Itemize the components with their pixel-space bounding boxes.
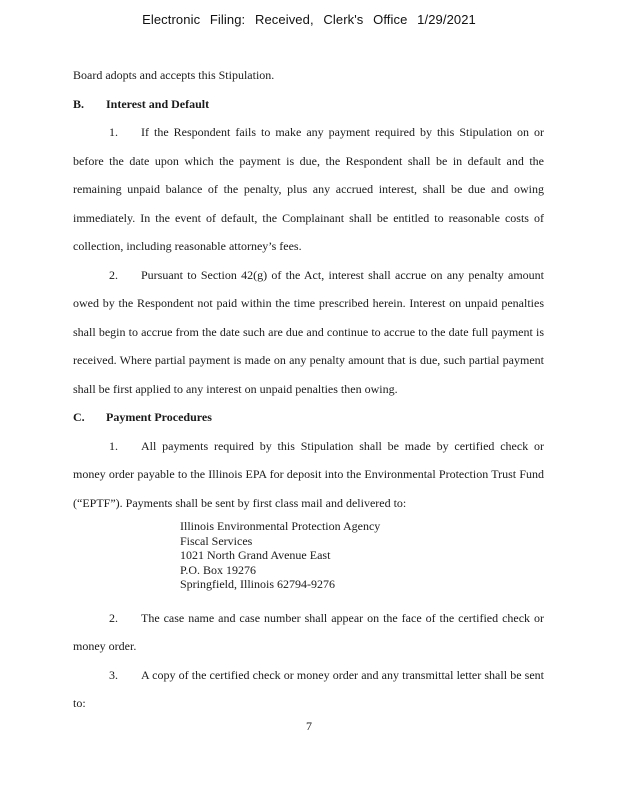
paragraph-b2 — [73, 261, 544, 404]
paragraph-text: The case name and case number shall appear on the face of the certified check or money order. — [73, 610, 544, 653]
paragraph-number: 2. — [109, 610, 118, 625]
address-line: Fiscal Services — [180, 533, 253, 548]
section-title: Interest and Default — [106, 96, 210, 111]
paragraph-c3 — [73, 661, 544, 718]
address-line: P.O. Box 19276 — [180, 562, 257, 577]
page-number: 7 — [306, 719, 312, 733]
paragraph-c1 — [73, 432, 544, 518]
paragraph-text: Pursuant to Section 42(g) of the Act, interest shall accrue on any penalty amount owed by the Respondent not paid within the time prescribed herein. Interest on unpaid penalties shall begin to accrue from the date such are due and continue to accrue to the date full payment is received. Where partial payment is made on any penalty amount that is due, such partial payment shall be first applied to any interest on unpaid penalties then owing. — [73, 267, 544, 396]
paragraph-text: If the Respondent fails to make any payment required by this Stipulation on or before the date upon which the payment is due, the Respondent shall be in default and the remaining unpaid balance of the penalty, plus any accrued interest, shall be due and owing immediately. In the event of default, the Complainant shall be entitled to reasonable costs of collection, including reasonable attorney’s fees. — [73, 125, 544, 253]
paragraph-c2 — [73, 604, 544, 661]
address-line: Illinois Environmental Protection Agency — [180, 519, 381, 533]
paragraph-b1 — [73, 118, 544, 261]
section-title: Payment Procedures — [106, 410, 212, 424]
paragraph-text: All payments required by this Stipulation shall be made by certified check or money order payable to the Illinois EPA for deposit into the Environmental Protection Trust Fund (“EPTF”). Payments shall be sent by first class mail and delivered to: — [73, 438, 544, 510]
paragraph-number: 2. — [109, 267, 118, 282]
filing-stamp-header: Electronic Filing: Received, Clerk's Office 1/29/2021 — [142, 12, 476, 27]
continuation-paragraph: Board adopts and accepts this Stipulation. — [73, 68, 275, 82]
section-heading-b — [73, 90, 544, 119]
section-letter: B. — [73, 96, 85, 111]
paragraph-text: A copy of the certified check or money order and any transmittal letter shall be sent to: — [73, 667, 544, 710]
mailing-address-block — [180, 519, 544, 592]
paragraph-number: 1. — [109, 438, 118, 453]
paragraph-number: 3. — [109, 667, 118, 682]
paragraph-number: 1. — [109, 125, 118, 139]
address-line: 1021 North Grand Avenue East — [180, 548, 331, 562]
section-heading-c — [73, 403, 544, 432]
section-letter: C. — [73, 410, 85, 424]
document-body — [73, 61, 544, 718]
address-line: Springfield, Illinois 62794-9276 — [180, 577, 335, 591]
